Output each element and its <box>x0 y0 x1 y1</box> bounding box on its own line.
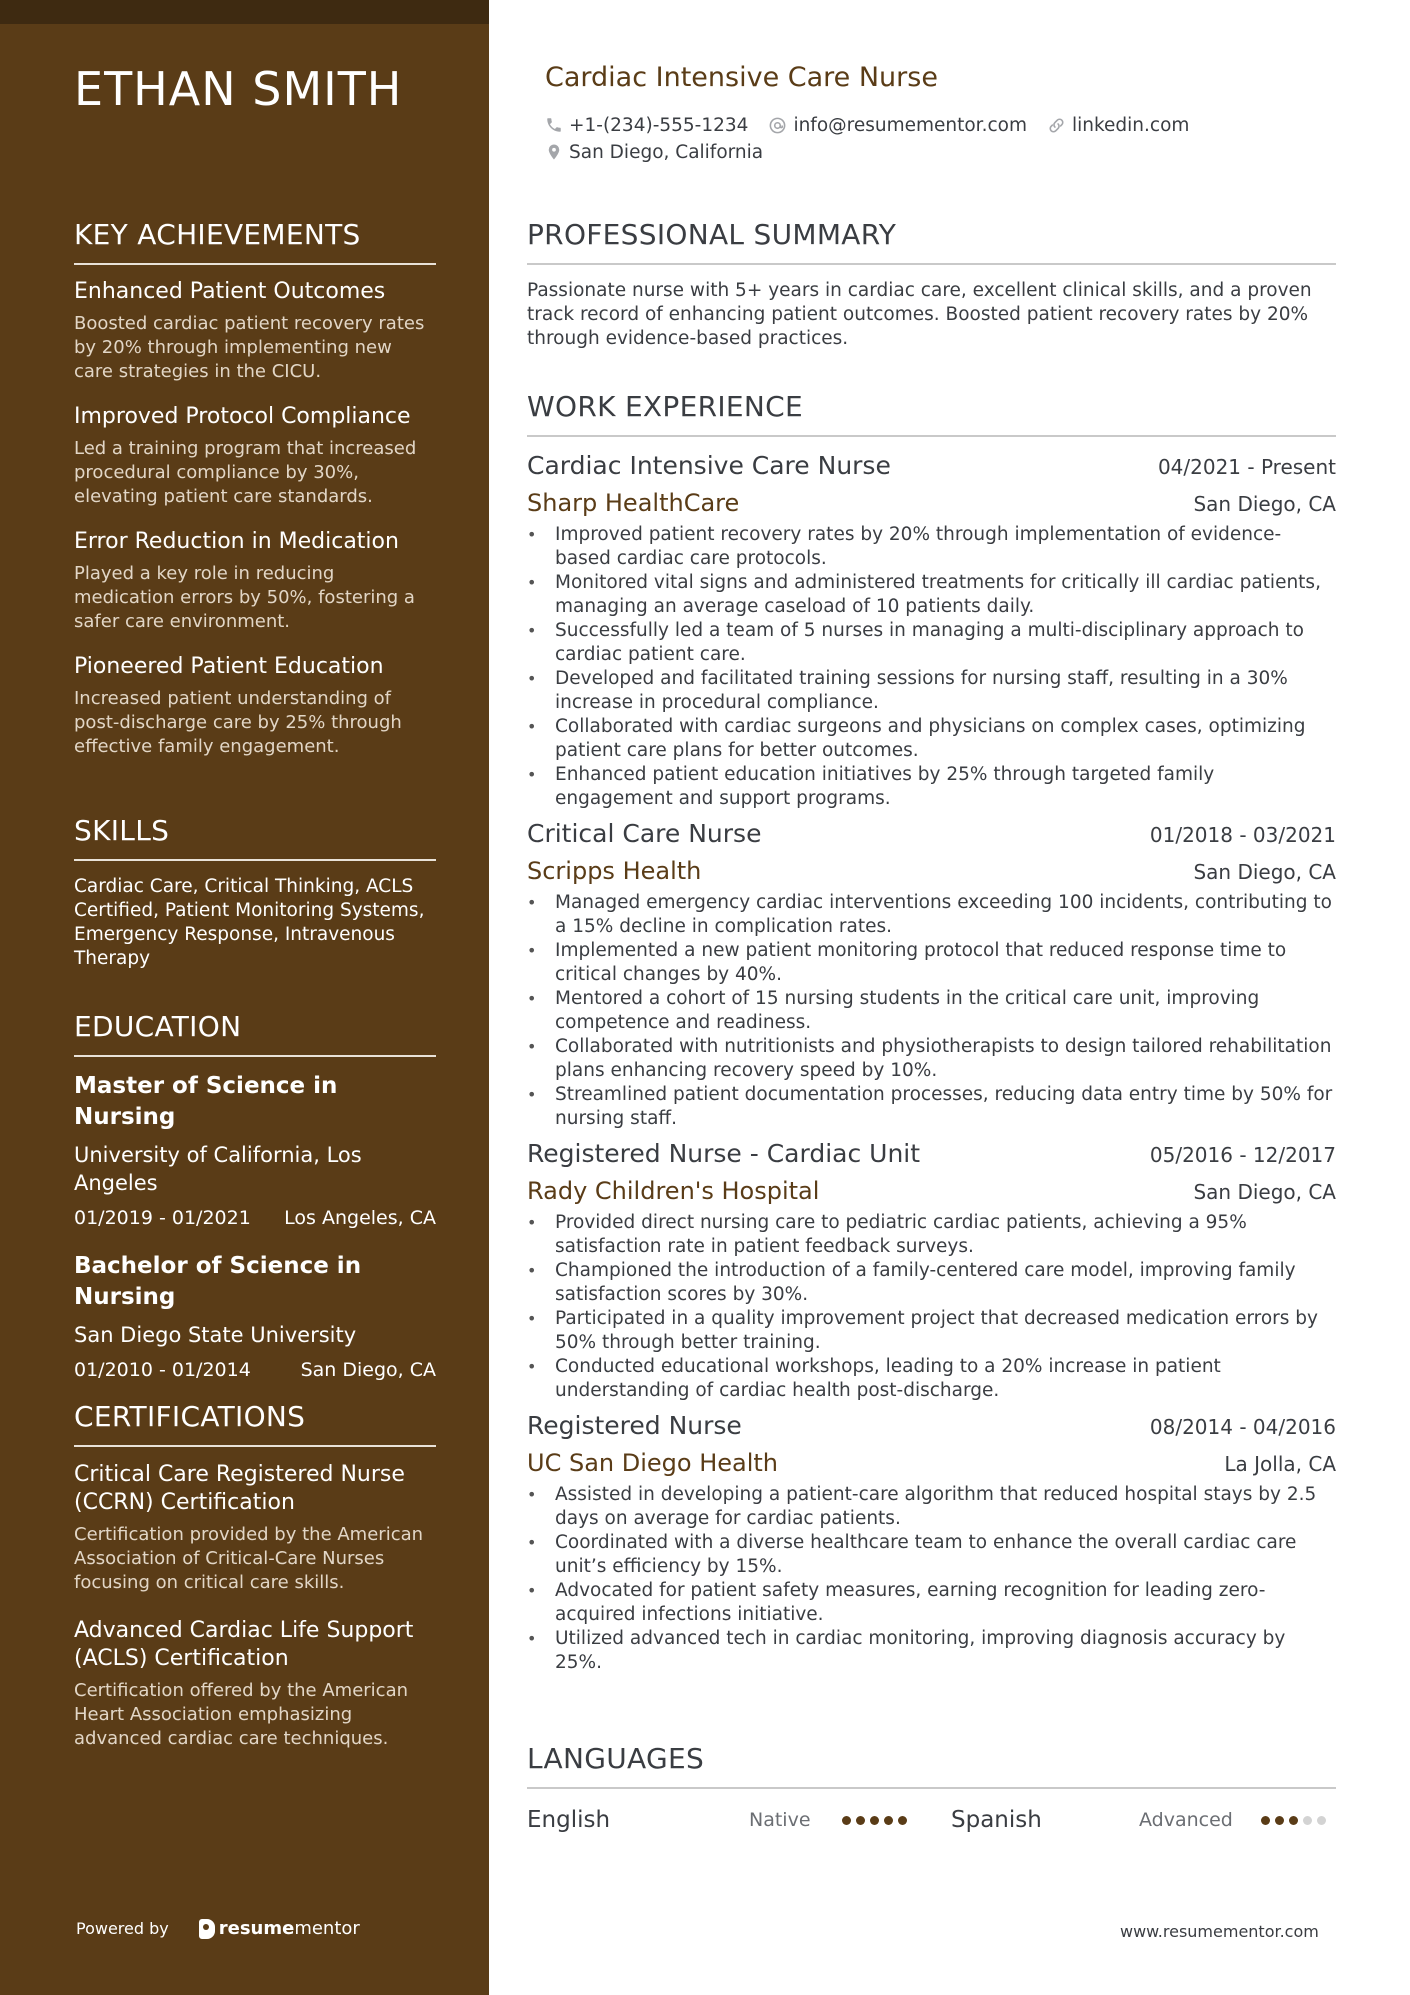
achievement-item <box>74 279 436 384</box>
job-bullet: • Managed emergency cardiac interventions exceeding 100 incidents, contributing to a 15% decline in complication rates. <box>527 891 1336 939</box>
job-role: Registered Nurse - Cardiac Unit <box>527 1139 921 1168</box>
job-bullet: • Utilized advanced tech in cardiac monitoring, improving diagnosis accuracy by 25%. <box>527 1627 1336 1675</box>
certification-desc: Certification provided by the American Association of Critical-Care Nurses focusing on critical care skills. <box>74 1524 424 1593</box>
link-icon <box>1047 116 1066 135</box>
rating-dot-empty <box>1303 1816 1312 1825</box>
education-location: Los Angeles, CA <box>284 1207 436 1229</box>
contact-block <box>545 112 1325 166</box>
education-heading: EDUCATION <box>74 1010 436 1057</box>
job-bullet: • Advocated for patient safety measures, earning recognition for leading zero-acquired infections initiative. <box>527 1579 1336 1627</box>
powered-by <box>76 1918 360 1939</box>
achievement-item <box>74 404 436 509</box>
achievement-title: Improved Protocol Compliance <box>74 404 411 429</box>
languages-heading: LANGUAGES <box>527 1742 1336 1789</box>
brand-name-light: mentor <box>294 1918 360 1939</box>
job-bullets <box>527 1483 1336 1675</box>
experience-heading: WORK EXPERIENCE <box>527 390 1336 437</box>
job-bullet: • Collaborated with cardiac surgeons and physicians on complex cases, optimizing patient care plans for better outcomes. <box>527 715 1336 763</box>
job-bullet: • Monitored vital signs and administered treatments for critically ill cardiac patients, managing an average caseload of 10 patients daily. <box>527 571 1336 619</box>
summary-heading: PROFESSIONAL SUMMARY <box>527 218 1336 265</box>
job-bullet: • Enhanced patient education initiatives by 25% through targeted family engagement and support programs. <box>527 763 1336 811</box>
rating-dot-empty <box>1317 1816 1326 1825</box>
education-degree: Bachelor of Science in Nursing <box>74 1253 362 1310</box>
job-dates: 05/2016 - 12/2017 <box>1149 1143 1336 1167</box>
job-company: Scripps Health <box>527 857 702 885</box>
job-bullet: • Assisted in developing a patient-care algorithm that reduced hospital stays by 2.5 days on average for cardiac patients. <box>527 1483 1336 1531</box>
job-entry <box>527 819 1336 1131</box>
brand-logo[interactable] <box>199 1918 360 1939</box>
job-bullet: • Collaborated with nutritionists and physiotherapists to design tailored rehabilitation plans enhancing recovery speed by 10%. <box>527 1035 1336 1083</box>
achievement-item <box>74 654 436 759</box>
education-dates: 01/2010 - 01/2014 <box>74 1359 251 1381</box>
email-text: info@resumementor.com <box>793 114 1027 136</box>
achievement-desc: Increased patient understanding of post-discharge care by 25% through effective family engagement. <box>74 688 402 757</box>
job-dates: 01/2018 - 03/2021 <box>1149 823 1336 847</box>
achievement-item <box>74 529 436 634</box>
job-role: Cardiac Intensive Care Nurse <box>527 451 891 480</box>
job-company: Sharp HealthCare <box>527 489 740 517</box>
contact-phone[interactable] <box>545 115 748 136</box>
job-bullet: • Streamlined patient documentation processes, reducing data entry time by 50% for nursing staff. <box>527 1083 1336 1131</box>
summary-section <box>527 218 1336 351</box>
rating-dot-filled <box>1289 1816 1298 1825</box>
achievement-title: Enhanced Patient Outcomes <box>74 279 386 304</box>
job-dates: 08/2014 - 04/2016 <box>1149 1415 1336 1439</box>
languages-row <box>527 1803 1336 1837</box>
job-bullet: • Implemented a new patient monitoring protocol that reduced response time to critical changes by 40%. <box>527 939 1336 987</box>
powered-by-label: Powered by <box>76 1919 169 1938</box>
sidebar-top-band <box>0 0 489 24</box>
education-degree: Master of Science in Nursing <box>74 1073 338 1130</box>
contact-linkedin[interactable] <box>1047 115 1189 136</box>
language-name: English <box>527 1807 611 1833</box>
footer-url[interactable]: www.resumementor.com <box>1120 1922 1319 1941</box>
experience-section <box>527 390 1336 1683</box>
language-name: Spanish <box>951 1807 1042 1833</box>
certifications-heading: CERTIFICATIONS <box>74 1400 436 1447</box>
language-rating <box>837 1816 951 1825</box>
education-dates: 01/2019 - 01/2021 <box>74 1207 251 1229</box>
job-location: San Diego, CA <box>1193 492 1336 516</box>
job-role: Critical Care Nurse <box>527 819 762 848</box>
achievement-desc: Boosted cardiac patient recovery rates by 20% through implementing new care strategies in the CICU. <box>74 313 425 382</box>
summary-text: Passionate nurse with 5+ years in cardiac care, excellent clinical skills, and a proven track record of enhancing patient outcomes. Boosted patient recovery rates by 20% through evidence-based practices. <box>527 280 1312 349</box>
linkedin-text: linkedin.com <box>1071 114 1190 136</box>
rating-dot-filled <box>1275 1816 1284 1825</box>
sidebar <box>0 0 489 1995</box>
location-pin-icon <box>545 142 563 162</box>
job-bullets <box>527 1211 1336 1403</box>
certification-desc: Certification offered by the American Heart Association emphasizing advanced cardiac care techniques. <box>74 1680 409 1749</box>
certification-item <box>74 1617 436 1751</box>
job-entry <box>527 451 1336 811</box>
job-bullet: • Championed the introduction of a family-centered care model, improving family satisfaction scores by 30%. <box>527 1259 1336 1307</box>
job-bullet: • Improved patient recovery rates by 20% through implementation of evidence-based cardiac care protocols. <box>527 523 1336 571</box>
headline: Cardiac Intensive Care Nurse <box>545 62 938 93</box>
job-bullets <box>527 523 1336 811</box>
rating-dot-filled <box>856 1816 865 1825</box>
achievements-section <box>74 218 436 779</box>
languages-section <box>527 1742 1336 1837</box>
job-bullets <box>527 891 1336 1131</box>
certification-item <box>74 1461 436 1595</box>
contact-email[interactable] <box>768 115 1027 136</box>
rating-dot-filled <box>842 1816 851 1825</box>
language-rating <box>1256 1816 1326 1825</box>
education-item <box>74 1071 436 1229</box>
rating-dot-filled <box>870 1816 879 1825</box>
achievement-title: Error Reduction in Medication <box>74 529 399 554</box>
achievement-title: Pioneered Patient Education <box>74 654 384 679</box>
job-role: Registered Nurse <box>527 1411 742 1440</box>
at-icon <box>768 116 787 135</box>
location-text: San Diego, California <box>569 141 764 163</box>
achievement-desc: Played a key role in reducing medication errors by 50%, fostering a safer care environment. <box>74 563 415 632</box>
language-level: Native <box>749 1809 811 1831</box>
brand-logo-icon <box>199 1919 215 1939</box>
job-bullet: • Conducted educational workshops, leading to a 20% increase in patient understanding of cardiac health post-discharge. <box>527 1355 1336 1403</box>
phone-text: +1-(234)-555-1234 <box>569 114 749 136</box>
contact-location <box>545 142 763 163</box>
skills-heading: SKILLS <box>74 814 436 861</box>
skills-section <box>74 814 436 971</box>
job-entry <box>527 1139 1336 1403</box>
job-location: San Diego, CA <box>1193 860 1336 884</box>
job-bullet: • Mentored a cohort of 15 nursing students in the critical care unit, improving competence and readiness. <box>527 987 1336 1035</box>
candidate-name: ETHAN SMITH <box>74 62 403 116</box>
certification-title: Critical Care Registered Nurse (CCRN) Certification <box>74 1462 405 1515</box>
job-dates: 04/2021 - Present <box>1157 455 1336 479</box>
job-entry <box>527 1411 1336 1675</box>
rating-dot-filled <box>884 1816 893 1825</box>
job-bullet: • Developed and facilitated training sessions for nursing staff, resulting in a 30% increase in procedural compliance. <box>527 667 1336 715</box>
rating-dot-filled <box>898 1816 907 1825</box>
achievement-desc: Led a training program that increased procedural compliance by 30%, elevating patient care standards. <box>74 438 417 507</box>
job-bullet: • Provided direct nursing care to pediatric cardiac patients, achieving a 95% satisfaction rate in patient feedback surveys. <box>527 1211 1336 1259</box>
education-section <box>74 1010 436 1403</box>
job-bullet: • Participated in a quality improvement project that decreased medication errors by 50% through better training. <box>527 1307 1336 1355</box>
job-bullet: • Successfully led a team of 5 nurses in managing a multi-disciplinary approach to cardiac patient care. <box>527 619 1336 667</box>
skills-list: Cardiac Care, Critical Thinking, ACLS Certified, Patient Monitoring Systems, Emergency Response, Intravenous Therapy <box>74 876 425 969</box>
language-level: Advanced <box>1139 1809 1233 1831</box>
education-location: San Diego, CA <box>300 1359 436 1381</box>
job-bullet: • Coordinated with a diverse healthcare team to enhance the overall cardiac care unit’s efficiency by 15%. <box>527 1531 1336 1579</box>
job-location: San Diego, CA <box>1193 1180 1336 1204</box>
education-item <box>74 1251 436 1381</box>
certification-title: Advanced Cardiac Life Support (ACLS) Certification <box>74 1618 414 1671</box>
brand-name-bold: resume <box>218 1918 295 1939</box>
rating-dot-filled <box>1261 1816 1270 1825</box>
achievements-heading: KEY ACHIEVEMENTS <box>74 218 436 265</box>
education-school: San Diego State University <box>74 1323 357 1347</box>
certifications-section <box>74 1400 436 1773</box>
phone-icon <box>545 116 563 134</box>
job-company: Rady Children's Hospital <box>527 1177 820 1205</box>
education-school: University of California, Los Angeles <box>74 1143 362 1195</box>
job-location: La Jolla, CA <box>1224 1452 1336 1476</box>
job-company: UC San Diego Health <box>527 1449 779 1477</box>
